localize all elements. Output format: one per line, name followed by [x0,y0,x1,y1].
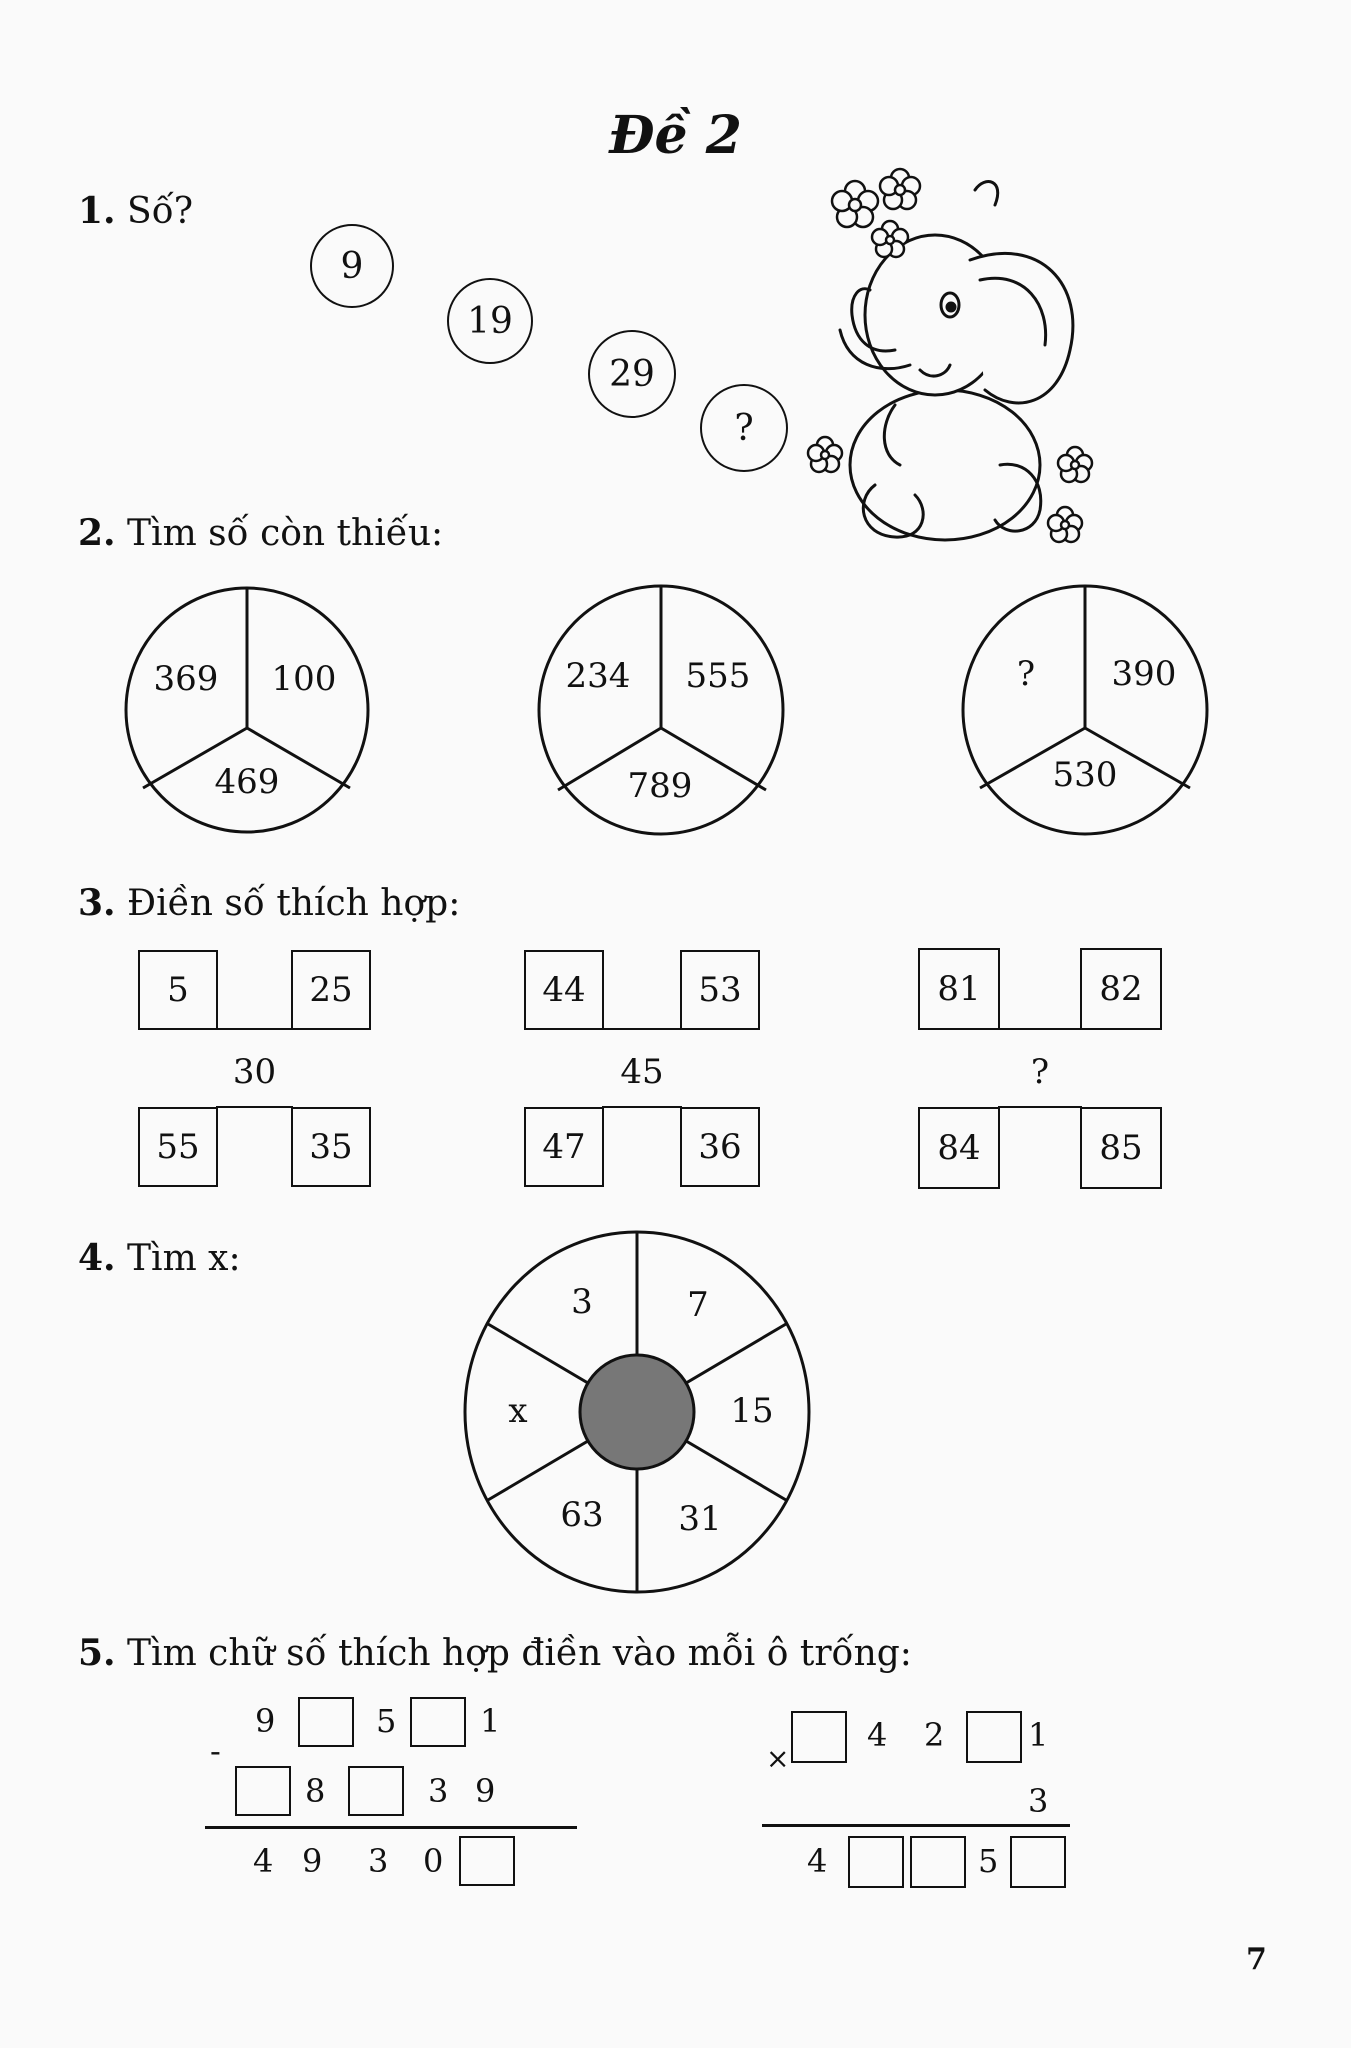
group-1-bottom-left: 55 [138,1107,218,1187]
circle-3-top-right: 390 [1111,654,1177,694]
mul-multiplier: 3 [1028,1782,1049,1820]
mul-result-blank-box[interactable] [1010,1836,1066,1888]
sub-result-digit: 0 [423,1842,444,1880]
page-title: Đề 2 [609,105,742,166]
mul-row1-digit: 2 [924,1716,945,1754]
question-4-text: Tìm x: [127,1238,241,1279]
question-5-number: 5. [78,1632,116,1674]
sub-row2-blank-box[interactable] [348,1766,404,1816]
circle-1-top-right: 100 [271,659,337,699]
group-1-top-left: 5 [138,950,218,1030]
mul-row1-digit: 4 [867,1716,888,1754]
question-4-number: 4. [78,1237,116,1279]
group-2-top-left: 44 [524,950,604,1030]
bubble-3: 29 [588,330,676,418]
bubble-2: 19 [447,278,533,364]
question-1-label [78,190,193,232]
wheel-sector-top-left: 3 [571,1282,593,1322]
sub-row1-digit: 9 [255,1702,276,1740]
group-2-bottom-right: 36 [680,1107,760,1187]
group-3-top-left: 81 [918,948,1000,1030]
group-3-top-right: 82 [1080,948,1162,1030]
circle-3-top-left: ? [1016,654,1036,694]
sub-row2-digit: 3 [428,1772,449,1810]
sub-row1-digit: 1 [480,1702,501,1740]
question-5-label [78,1632,912,1674]
multiplication-times: × [766,1742,790,1775]
mul-row1-digit: 1 [1028,1716,1049,1754]
group-3-center: ? [1030,1052,1050,1092]
wheel-sector-right: 15 [730,1391,774,1431]
question-3-number: 3. [78,882,116,924]
group-1-top-right: 25 [291,950,371,1030]
wheel-sector-left: x [508,1391,528,1431]
group-2-bottom-left: 47 [524,1107,604,1187]
question-1-text: Số? [127,191,194,232]
question-2-text: Tìm số còn thiếu: [127,513,444,554]
mul-result-blank-box[interactable] [848,1836,904,1888]
subtraction-line [205,1826,577,1829]
question-3-text: Điền số thích hợp: [127,883,461,924]
sub-result-digit: 9 [302,1842,323,1880]
sub-row2-digit: 8 [305,1772,326,1810]
wheel-sector-bottom-left: 63 [560,1495,604,1535]
question-2-label [78,512,443,554]
wheel-sector-bottom-right: 31 [678,1499,722,1539]
sub-row1-digit: 5 [376,1702,397,1740]
mul-row1-blank-box[interactable] [791,1711,847,1763]
group-2-center: 45 [620,1052,664,1092]
page-number: 7 [1246,1942,1267,1977]
mul-result-digit: 5 [978,1842,999,1880]
q4-wheel [460,1228,820,1603]
question-1-number: 1. [78,190,116,232]
circle-2-top-left: 234 [565,656,631,696]
mul-result-blank-box[interactable] [910,1836,966,1888]
bubble-4: ? [700,384,788,472]
circle-3-bottom: 530 [1052,755,1118,795]
circle-1-top-left: 369 [153,659,219,699]
question-4-label [78,1237,241,1279]
wheel-sector-top-right: 7 [687,1285,709,1325]
mul-result-digit: 4 [807,1842,828,1880]
sub-row1-blank-box[interactable] [298,1697,354,1747]
group-3-bottom-left: 84 [918,1107,1000,1189]
sub-row2-blank-box[interactable] [235,1766,291,1816]
question-3-label [78,882,460,924]
mul-row1-blank-box[interactable] [966,1711,1022,1763]
group-2-top-right: 53 [680,950,760,1030]
bubble-1: 9 [310,224,394,308]
subtraction-minus: - [210,1732,221,1770]
circle-2-bottom: 789 [627,766,693,806]
group-1-center: 30 [232,1052,277,1092]
circle-2-top-right: 555 [685,656,751,696]
sub-result-blank-box[interactable] [459,1836,515,1886]
sub-row2-digit: 9 [475,1772,496,1810]
question-2-number: 2. [78,512,116,554]
circle-1-bottom: 469 [214,762,280,802]
q2-circles [0,580,1351,850]
question-5-text: Tìm chữ số thích hợp điền vào mỗi ô trống: [127,1633,912,1674]
multiplication-line [762,1824,1070,1827]
sub-row1-blank-box[interactable] [410,1697,466,1747]
sub-result-digit: 3 [368,1842,389,1880]
group-3-bottom-right: 85 [1080,1107,1162,1189]
group-1-bottom-right: 35 [291,1107,371,1187]
wheel-center-disc [580,1355,694,1469]
elephant-illustration [800,165,1100,560]
sub-result-digit: 4 [253,1842,274,1880]
